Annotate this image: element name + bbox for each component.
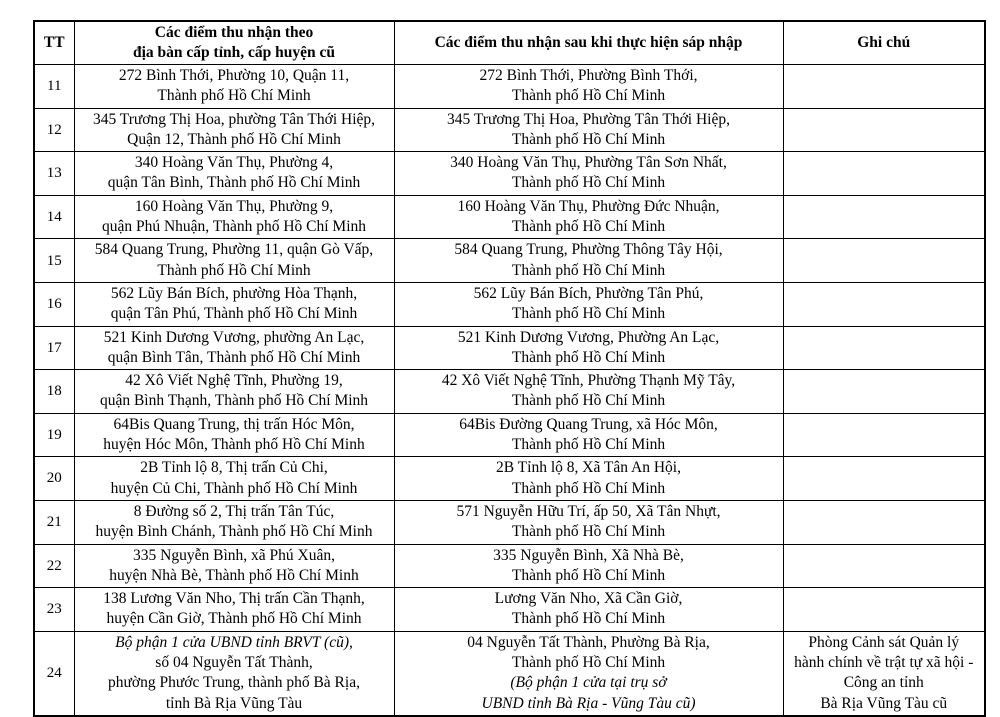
- cell-line: Thành phố Hồ Chí Minh: [511, 348, 666, 366]
- table-row: [34, 544, 985, 588]
- cell-line: 160 Hoàng Văn Thụ, Phường 9,: [134, 197, 334, 215]
- cell-line: 335 Nguyễn Bình, Xã Nhà Bè,: [493, 546, 684, 564]
- cell-line: Thành phố Hồ Chí Minh: [511, 610, 666, 628]
- cell-line: số 04 Nguyễn Tất Thành,: [155, 654, 313, 672]
- row-number-cell: 16: [34, 282, 74, 326]
- table-body: [34, 65, 985, 716]
- old-address-cell: [74, 108, 394, 152]
- row-number-cell: 19: [34, 413, 74, 457]
- cell-line: 272 Bình Thới, Phường 10, Quận 11,: [118, 67, 350, 84]
- cell-line: UBND tỉnh Bà Rịa - Vũng Tàu cũ): [481, 694, 696, 712]
- cell-line: 04 Nguyễn Tất Thành, Phường Bà Rịa,: [467, 633, 710, 651]
- new-address-cell: [394, 326, 783, 370]
- note-address-cell: [783, 108, 985, 152]
- new-address-cell: [394, 65, 783, 109]
- row-number-cell: 24: [34, 631, 74, 716]
- cell-line: 340 Hoàng Văn Thụ, Phường Tân Sơn Nhất,: [450, 154, 727, 172]
- cell-line: Thành phố Hồ Chí Minh: [157, 87, 311, 105]
- cell-line: quận Tân Phú, Thành phố Hồ Chí Minh: [110, 305, 358, 323]
- cell-line: quận Bình Tân, Thành phố Hồ Chí Minh: [107, 348, 361, 366]
- old-address-cell: [74, 65, 394, 109]
- cell-line: Bà Rịa Vũng Tàu cũ: [820, 694, 948, 712]
- header-old-line1: Các điểm thu nhận theo: [154, 24, 314, 41]
- cell-line: 2B Tỉnh lộ 8, Xã Tân An Hội,: [496, 459, 681, 477]
- note-address-cell: [783, 588, 985, 632]
- old-address-cell: [74, 239, 394, 283]
- header-old-points: [74, 21, 394, 65]
- new-address-cell: [394, 500, 783, 544]
- header-note: Ghi chú: [783, 21, 985, 65]
- cell-line: 138 Lương Văn Nho, Thị trấn Cần Thạnh,: [103, 590, 365, 608]
- row-number-cell: 15: [34, 239, 74, 283]
- row-number-cell: 13: [34, 152, 74, 196]
- cell-line: 521 Kinh Dương Vương, phường An Lạc,: [103, 328, 365, 346]
- table-row: [34, 413, 985, 457]
- note-address-cell: [783, 544, 985, 588]
- cell-line: huyện Nhà Bè, Thành phố Hồ Chí Minh: [109, 566, 359, 584]
- table-row: [34, 65, 985, 109]
- note-address-cell: [783, 239, 985, 283]
- header-row: [34, 21, 985, 65]
- table-row: [34, 370, 985, 414]
- cell-line: quận Phú Nhuận, Thành phố Hồ Chí Minh: [101, 218, 367, 236]
- cell-line: 42 Xô Viết Nghệ Tĩnh, Phường Thạnh Mỹ Tây,: [441, 372, 736, 390]
- cell-line: Thành phố Hồ Chí Minh: [511, 174, 666, 192]
- cell-line: huyện Củ Chi, Thành phố Hồ Chí Minh: [110, 479, 358, 497]
- cell-line: huyện Hóc Môn, Thành phố Hồ Chí Minh: [103, 436, 365, 454]
- new-address-cell: [394, 239, 783, 283]
- new-address-cell: [394, 457, 783, 501]
- cell-line: quận Tân Bình, Thành phố Hồ Chí Minh: [107, 174, 361, 192]
- cell-line: 8 Đường số 2, Thị trấn Tân Túc,: [133, 502, 335, 520]
- cell-line: Thành phố Hồ Chí Minh: [511, 523, 666, 541]
- row-number-cell: 18: [34, 370, 74, 414]
- table-header: [34, 21, 985, 65]
- table-row: [34, 500, 985, 544]
- cell-line: Thành phố Hồ Chí Minh: [511, 654, 666, 672]
- cell-line: Thành phố Hồ Chí Minh: [511, 566, 666, 584]
- cell-line: hành chính về trật tự xã hội -: [794, 654, 974, 672]
- row-number-cell: 14: [34, 195, 74, 239]
- old-address-cell: [74, 588, 394, 632]
- cell-line: huyện Cần Giờ, Thành phố Hồ Chí Minh: [106, 610, 362, 628]
- cell-line: 160 Hoàng Văn Thụ, Phường Đức Nhuận,: [457, 197, 720, 215]
- table-row: [34, 195, 985, 239]
- note-address-cell: [783, 65, 985, 109]
- cell-line: 2B Tỉnh lộ 8, Thị trấn Củ Chi,: [140, 459, 328, 477]
- old-address-cell: [74, 326, 394, 370]
- old-address-cell: [74, 370, 394, 414]
- cell-line: 521 Kinh Dương Vương, Phường An Lạc,: [457, 328, 720, 346]
- note-address-cell: [783, 370, 985, 414]
- cell-line: 272 Bình Thới, Phường Bình Thới,: [479, 67, 698, 84]
- row-number-cell: 20: [34, 457, 74, 501]
- cell-line: Thành phố Hồ Chí Minh: [511, 305, 666, 323]
- table-row: [34, 239, 985, 283]
- cell-line: phường Phước Trung, thành phố Bà Rịa,: [108, 674, 360, 692]
- cell-line: 345 Trương Thị Hoa, phường Tân Thới Hiệp,: [92, 110, 376, 128]
- cell-line: Công an tỉnh: [843, 674, 924, 692]
- cell-line: (Bộ phận 1 cửa tại trụ sở: [510, 674, 667, 692]
- new-address-cell: [394, 544, 783, 588]
- table-row: [34, 588, 985, 632]
- note-address-cell: [783, 195, 985, 239]
- old-address-cell: [74, 544, 394, 588]
- note-address-cell: [783, 457, 985, 501]
- header-new-points: Các điểm thu nhận sau khi thực hiện sáp nhập: [394, 21, 783, 65]
- cell-line: Quận 12, Thành phố Hồ Chí Minh: [127, 130, 341, 148]
- row-number-cell: 21: [34, 500, 74, 544]
- new-address-cell: [394, 152, 783, 196]
- cell-line: Thành phố Hồ Chí Minh: [511, 130, 666, 148]
- old-address-cell: [74, 457, 394, 501]
- cell-line: 571 Nguyễn Hữu Trí, ấp 50, Xã Tân Nhựt,: [456, 502, 721, 520]
- cell-line: 64Bis Đường Quang Trung, xã Hóc Môn,: [459, 415, 718, 433]
- cell-line: Bộ phận 1 cửa UBND tỉnh BRVT (cũ),: [115, 633, 353, 651]
- table-row: [34, 282, 985, 326]
- note-address-cell: [783, 282, 985, 326]
- cell-line: 584 Quang Trung, Phường Thông Tây Hội,: [454, 241, 723, 259]
- old-address-cell: [74, 413, 394, 457]
- cell-line: Thành phố Hồ Chí Minh: [511, 87, 666, 105]
- new-address-cell: [394, 413, 783, 457]
- cell-line: Thành phố Hồ Chí Minh: [157, 261, 311, 279]
- old-address-cell: [74, 152, 394, 196]
- table-row: [34, 152, 985, 196]
- new-address-cell: [394, 370, 783, 414]
- cell-line: 335 Nguyễn Bình, xã Phú Xuân,: [133, 546, 335, 564]
- cell-line: Thành phố Hồ Chí Minh: [511, 436, 666, 454]
- note-address-cell: [783, 500, 985, 544]
- table-row: [34, 326, 985, 370]
- note-address-cell: [783, 326, 985, 370]
- row-number-cell: 17: [34, 326, 74, 370]
- cell-line: Thành phố Hồ Chí Minh: [511, 479, 666, 497]
- row-number-cell: 23: [34, 588, 74, 632]
- cell-line: Thành phố Hồ Chí Minh: [511, 261, 666, 279]
- note-address-cell: [783, 631, 985, 716]
- new-address-cell: [394, 282, 783, 326]
- cell-line: quận Bình Thạnh, Thành phố Hồ Chí Minh: [99, 392, 369, 410]
- old-address-cell: [74, 195, 394, 239]
- cell-line: 562 Lũy Bán Bích, phường Hòa Thạnh,: [110, 284, 358, 302]
- table-row: [34, 108, 985, 152]
- new-address-cell: [394, 108, 783, 152]
- note-address-cell: [783, 413, 985, 457]
- note-address-cell: [783, 152, 985, 196]
- header-old-line2: địa bàn cấp tỉnh, cấp huyện cũ: [133, 44, 335, 61]
- cell-line: tỉnh Bà Rịa Vũng Tàu: [165, 694, 303, 712]
- old-address-cell: [74, 631, 394, 716]
- old-address-cell: [74, 282, 394, 326]
- row-number-cell: 22: [34, 544, 74, 588]
- cell-line: Thành phố Hồ Chí Minh: [511, 392, 666, 410]
- cell-line: huyện Bình Chánh, Thành phố Hồ Chí Minh: [95, 523, 373, 541]
- reception-points-table: [33, 20, 986, 717]
- new-address-cell: [394, 631, 783, 716]
- old-address-cell: [74, 500, 394, 544]
- table-row: [34, 631, 985, 716]
- cell-line: Thành phố Hồ Chí Minh: [511, 218, 666, 236]
- table-row: [34, 457, 985, 501]
- cell-line: 562 Lũy Bán Bích, Phường Tân Phú,: [473, 284, 704, 302]
- row-number-cell: 11: [34, 65, 74, 109]
- cell-line: Phòng Cảnh sát Quản lý: [808, 633, 960, 651]
- new-address-cell: [394, 195, 783, 239]
- cell-line: 42 Xô Viết Nghệ Tĩnh, Phường 19,: [125, 372, 343, 390]
- cell-line: Lương Văn Nho, Xã Cần Giờ,: [494, 590, 683, 608]
- new-address-cell: [394, 588, 783, 632]
- row-number-cell: 12: [34, 108, 74, 152]
- cell-line: 64Bis Quang Trung, thị trấn Hóc Môn,: [113, 415, 355, 433]
- cell-line: 584 Quang Trung, Phường 11, quận Gò Vấp,: [94, 241, 374, 259]
- cell-line: 340 Hoàng Văn Thụ, Phường 4,: [134, 154, 334, 172]
- header-tt: TT: [34, 21, 74, 65]
- cell-line: 345 Trương Thị Hoa, Phường Tân Thới Hiệp,: [447, 110, 730, 128]
